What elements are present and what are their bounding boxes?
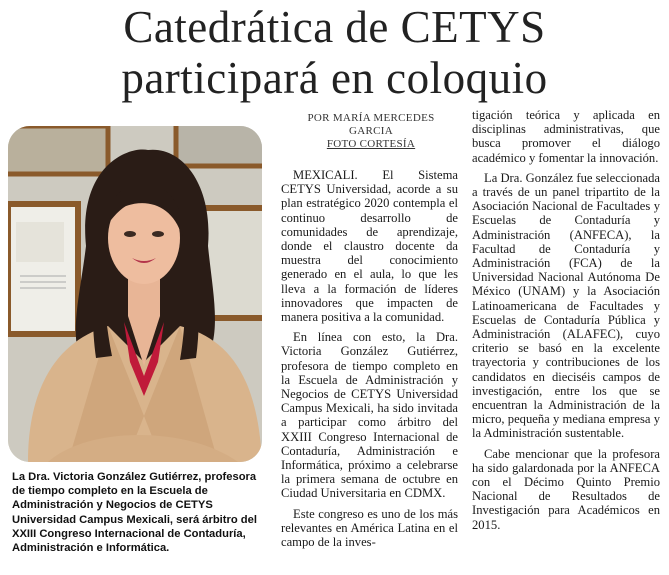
byline-photo-credit: FOTO CORTESÍA [326,138,416,150]
paragraph: MEXICALI. El Sistema CETYS Universidad, acorde a su plan estratégico 2020 contempla el continuo desarrollo de comunidades de aprendizaje, donde el claustro docente da muestra del conocimiento generado en el aula, lo que les lleva a la formación de líderes innovadores que impacten de manera positiva a la comunidad. [281,168,458,325]
paragraph: La Dra. González fue seleccionada a través de un panel tripartito de la Asociación Nacional de Facultades y Escuelas de Contaduría y Administración (ANFECA), la Facultad de Contaduría y Administración (FCA) de la Universidad Nacional Autónoma De México (UNAM) y la Asociación Latinoamericana de Facultades y Escuelas de Contaduría Pública y Administración (ALAFEC), cuyo criterio se basó en la excelente trayectoria y contribuciones de los candidatos en dieciséis campos de investigación, entre los que se encuentran la Administración de la micro, pequeña y mediana empresa y la Administración sustentable. [472,170,660,441]
portrait-photo [8,126,262,462]
paragraph: Cabe mencionar que la profesora ha sido galardonada por la ANFECA con el Décimo Quinto Premio Nacional de Resultados de Investigación para Académicos en 2015. [472,446,660,532]
headline [0,2,669,104]
byline-author: POR MARÍA MERCEDES GARCIA [307,112,435,137]
article-column-2 [472,108,660,573]
paragraph: Este congreso es uno de los más relevantes en América Latina en el campo de la inves- [281,506,458,550]
article-column-1 [281,168,458,573]
photo-caption: La Dra. Victoria González Gutiérrez, profesora de tiempo completo en la Escuela de Administración y Negocios de CETYS Universidad Campus Mexicali, será árbitro del XXIII Congreso Internacional de Contaduría, Administración e Informática. [12,471,257,555]
byline [288,112,454,151]
portrait-illustration [8,126,262,462]
headline-line-2: participará en coloquio [121,53,548,103]
headline-line-1: Catedrática de CETYS [123,2,546,52]
paragraph: tigación teórica y aplicada en disciplinas administrativas, que busca promover el diálogo académico y fomentar la innovación. [472,108,660,165]
paragraph: En línea con esto, la Dra. Victoria González Gutiérrez, profesora de tiempo completo en la Escuela de Administración y Negocios de CETYS Universidad Campus Mexicali, ha sido invitada a participar como árbitro del XXIII Congreso Internacional de Contaduría, Administración e Informática, próximo a celebrarse la primera semana de octubre en Ciudad Universitaria en CDMX. [281,330,458,501]
